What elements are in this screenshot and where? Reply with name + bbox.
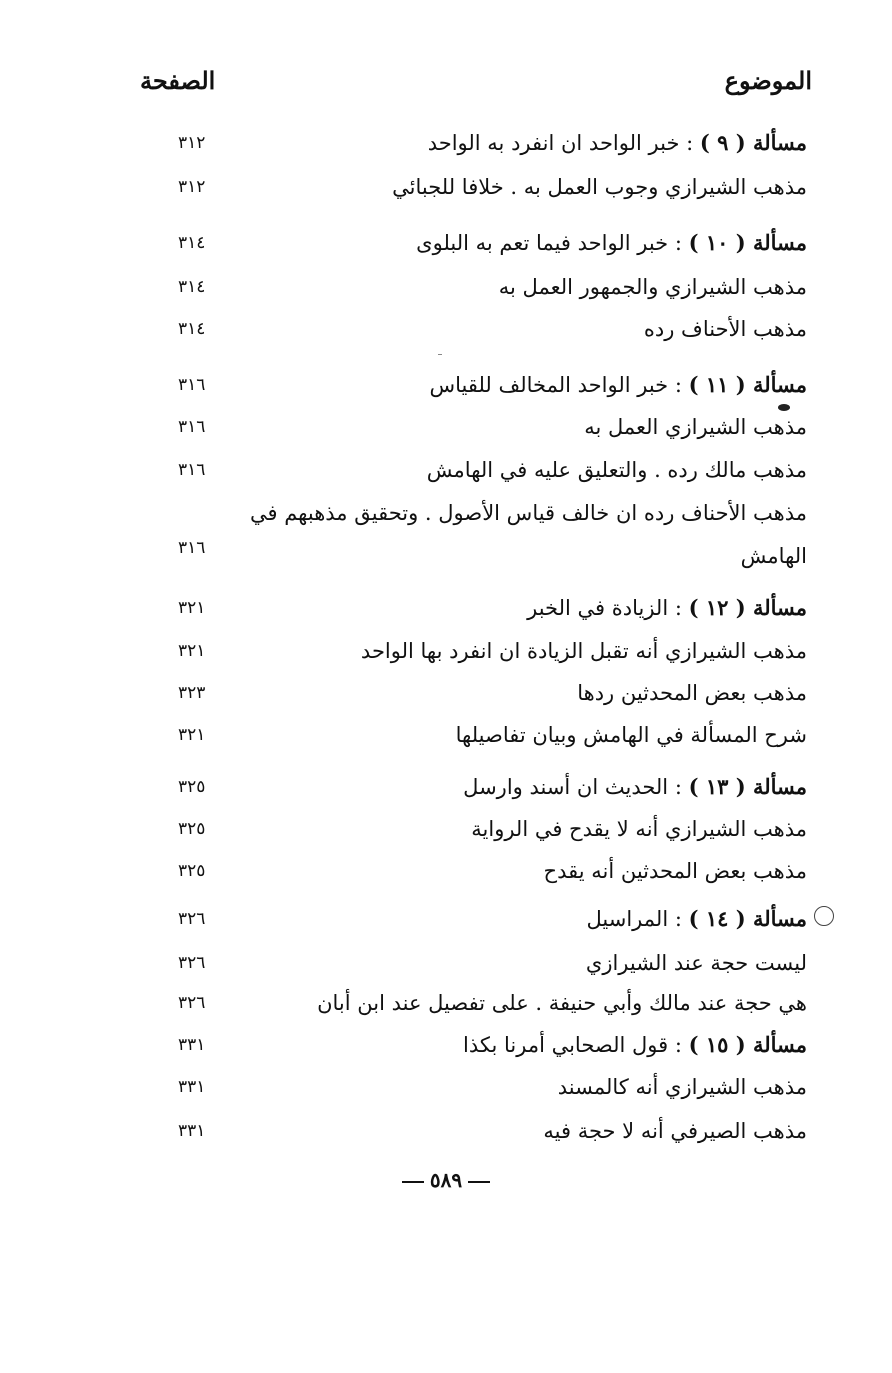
row-page-number: ٣١٦ (178, 538, 206, 558)
row-text: : المراسيل (586, 907, 689, 931)
row-text: مذهب الشيرازي أنه كالمسند (557, 1075, 807, 1099)
row-page-number: ٣٢٥ (178, 777, 206, 797)
row-page-number: ٣١٦ (178, 417, 206, 437)
footer-dash (402, 1181, 424, 1183)
issue-label: مسألة ( ١٥ ) (688, 1032, 807, 1057)
index-row (0, 720, 892, 760)
footer-dash (468, 1181, 490, 1183)
issue-label: مسألة ( ١٤ ) (688, 906, 807, 931)
index-row (0, 498, 892, 538)
row-page-number: ٣١٦ (178, 460, 206, 480)
row-page-number: ٣٢٦ (178, 993, 206, 1013)
issue-label: مسألة ( ١٢ ) (688, 595, 807, 620)
topic-column-header: الموضوع (724, 66, 812, 95)
row-text: مذهب بعض المحدثين ردها (577, 681, 807, 705)
index-row (0, 856, 892, 896)
index-row (0, 370, 892, 410)
index-row (0, 593, 892, 633)
index-row (0, 636, 892, 676)
row-page-number: ٣١٢ (178, 133, 206, 153)
row-page-number: ٣٢٣ (178, 683, 206, 703)
ink-speck (438, 354, 442, 355)
row-text: ليست حجة عند الشيرازي (585, 951, 807, 975)
row-text: : خبر الواحد المخالف للقياس (429, 373, 689, 397)
index-row (0, 228, 892, 268)
footer-page-number: ٥٨٩ (429, 1168, 463, 1192)
index-row (0, 1072, 892, 1112)
index-row (0, 128, 892, 168)
issue-label: مسألة ( ١٣ ) (688, 774, 807, 799)
row-page-number: ٣١٤ (178, 233, 206, 253)
index-row (0, 314, 892, 354)
row-text: : قول الصحابي أمرنا بكذا (463, 1033, 689, 1057)
page-footer (0, 1168, 892, 1192)
row-page-number: ٣٢١ (178, 641, 206, 661)
index-row (0, 538, 892, 581)
row-page-number: ٣١٤ (178, 277, 206, 297)
row-text: مذهب الشيرازي أنه تقبل الزيادة ان انفرد بها الواحد (360, 639, 807, 663)
row-text: : الحديث ان أسند وارسل (463, 775, 689, 799)
row-page-number: ٣٢٥ (178, 819, 206, 839)
row-text: : الزيادة في الخبر (527, 596, 689, 620)
index-row (0, 988, 892, 1028)
row-page-number: ٣٣١ (178, 1035, 206, 1055)
index-row (0, 172, 892, 212)
row-page-number: ٣٢٥ (178, 861, 206, 881)
issue-label: مسألة ( ١١ ) (688, 372, 807, 397)
row-text: الهامش (740, 544, 807, 568)
index-row (0, 948, 892, 988)
row-text: مذهب الشيرازي أنه لا يقدح في الرواية (471, 817, 807, 841)
index-row (0, 1030, 892, 1070)
issue-label: مسألة ( ٩ ) (699, 130, 807, 155)
row-text: هي حجة عند مالك وأبي حنيفة . على تفصيل عند ابن أبان (317, 991, 807, 1015)
row-text: مذهب الشيرازي العمل به (584, 415, 807, 439)
ink-blot (778, 404, 790, 411)
row-text: مذهب الأحناف رده (643, 317, 807, 341)
row-text: مذهب الشيرازي والجمهور العمل به (498, 275, 807, 299)
row-text: مذهب الصيرفي أنه لا حجة فيه (543, 1119, 807, 1143)
index-row (0, 904, 892, 944)
issue-label: مسألة ( ١٠ ) (688, 230, 807, 255)
row-text: : خبر الواحد ان انفرد به الواحد (427, 131, 700, 155)
row-text: : خبر الواحد فيما تعم به البلوى (416, 231, 689, 255)
row-page-number: ٣٢٦ (178, 909, 206, 929)
index-row (0, 455, 892, 495)
row-page-number: ٣٣١ (178, 1121, 206, 1141)
index-row (0, 678, 892, 718)
row-text: مذهب الأحناف رده ان خالف قياس الأصول . وتحقيق مذهبهم في (249, 501, 807, 525)
row-page-number: ٣٢٦ (178, 953, 206, 973)
row-page-number: ٣٢١ (178, 725, 206, 745)
page-column-header: الصفحة (140, 66, 216, 95)
row-page-number: ٣٣١ (178, 1077, 206, 1097)
index-row (0, 1116, 892, 1156)
row-text: مذهب بعض المحدثين أنه يقدح (543, 859, 807, 883)
margin-stamp-mark (814, 906, 834, 926)
index-row (0, 272, 892, 312)
index-row (0, 814, 892, 854)
row-page-number: ٣١٦ (178, 375, 206, 395)
row-text: مذهب مالك رده . والتعليق عليه في الهامش (426, 458, 807, 482)
row-text: مذهب الشيرازي وجوب العمل به . خلافا للجبائي (392, 175, 807, 199)
row-text: شرح المسألة في الهامش وبيان تفاصيلها (455, 723, 807, 747)
row-page-number: ٣١٢ (178, 177, 206, 197)
row-page-number: ٣١٤ (178, 319, 206, 339)
row-page-number: ٣٢١ (178, 598, 206, 618)
index-row (0, 772, 892, 812)
index-row (0, 412, 892, 452)
